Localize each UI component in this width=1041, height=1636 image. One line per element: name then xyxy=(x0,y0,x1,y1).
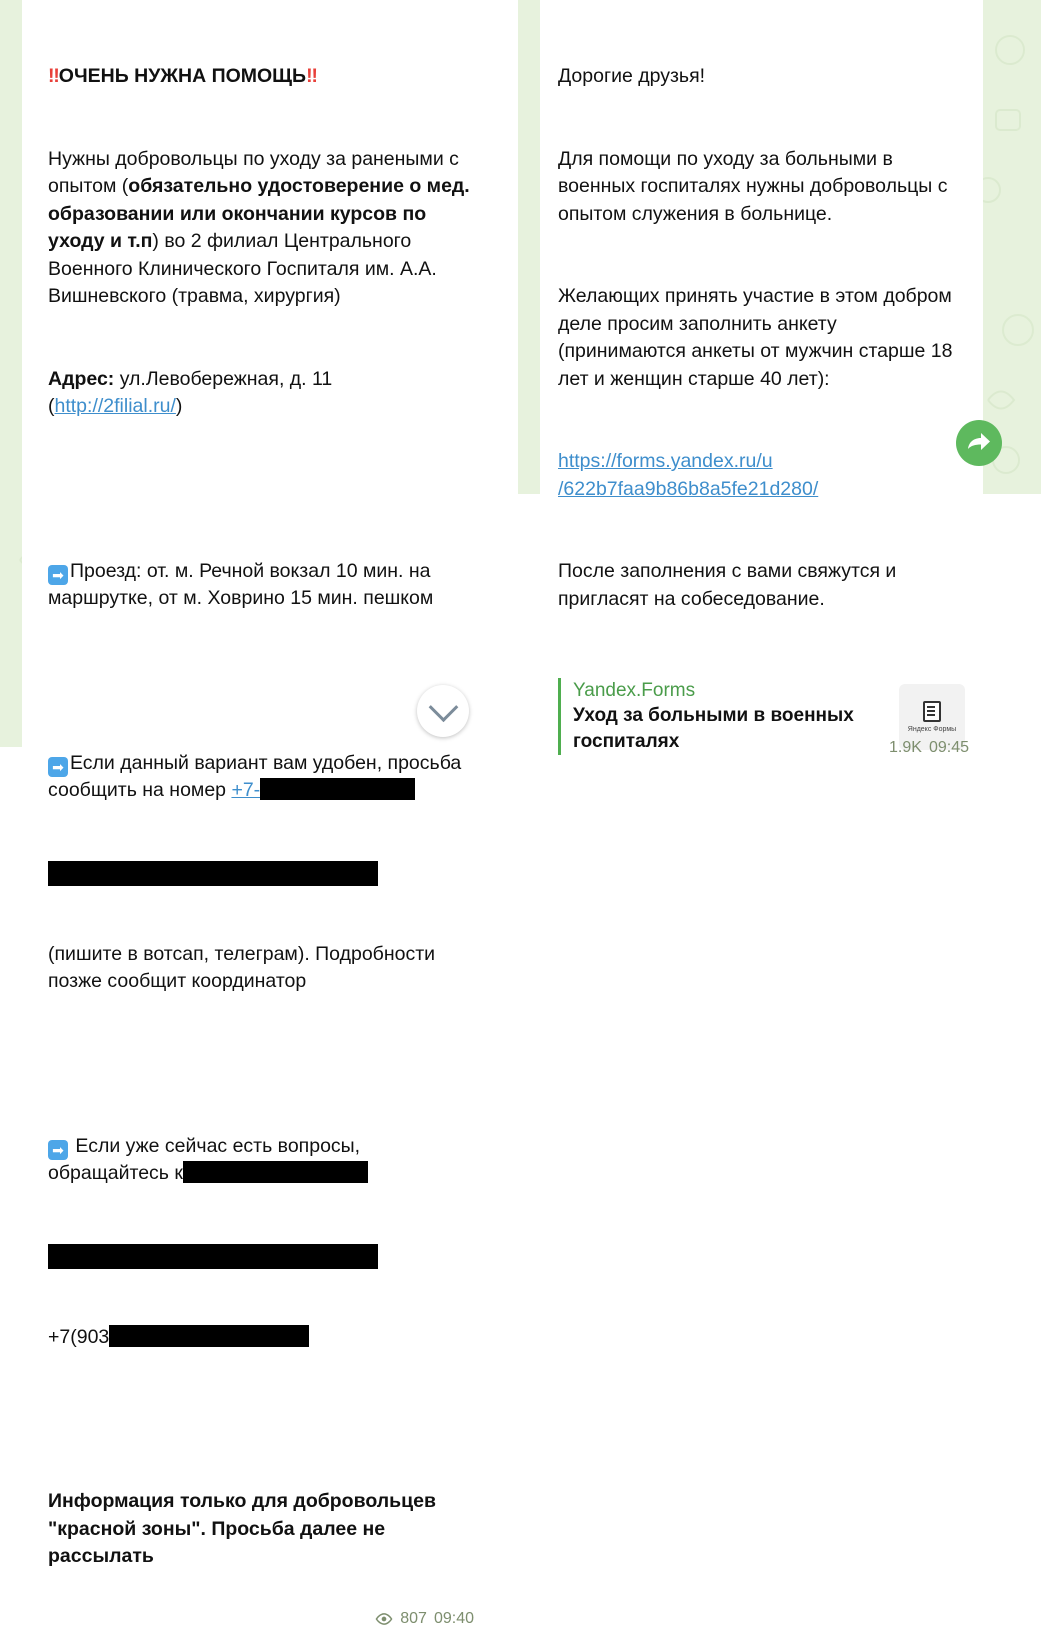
right-message-bubble[interactable] xyxy=(540,0,983,765)
left-footer-bold: Информация только для добровольцев "красной зоны". Просьба далее не рассылать xyxy=(48,1490,442,1567)
address-paren-close: ) xyxy=(175,395,183,417)
right-arrow-icon-2: ➡ xyxy=(48,757,68,777)
right-message-text xyxy=(558,8,967,668)
address-paren-open: ( xyxy=(48,395,55,417)
left-paragraph-2 xyxy=(48,558,472,613)
form-document-icon xyxy=(923,701,941,722)
left-p3-a: Если данный вариант вам удобен, просьба сообщить на номер xyxy=(48,751,467,801)
left-p1-bold: обязательно удостоверение о мед. образовании или окончании курсов по уходу и т.п xyxy=(48,175,476,252)
left-views-count: 807 xyxy=(400,1609,427,1627)
left-p3-b-line xyxy=(48,941,472,996)
left-message-time: 09:40 xyxy=(433,1609,474,1627)
chevron-down-icon xyxy=(428,692,458,722)
spacer-2 xyxy=(48,668,472,695)
left-message-meta xyxy=(375,1610,474,1628)
right-line-1: Дорогие друзья! xyxy=(558,65,706,87)
views-eye-icon xyxy=(375,1613,393,1625)
left-p4-phone: +7(903 xyxy=(48,1325,110,1348)
yandex-forms-link-line2[interactable]: /622b7faa9b86b8a5fe21d280/ xyxy=(558,477,819,500)
right-line-4: После заполнения с вами свяжутся и пригласят на собеседование. xyxy=(558,560,902,610)
yandex-forms-link-line1[interactable]: https://forms.yandex.ru/u xyxy=(558,450,773,472)
left-paragraph-4 xyxy=(48,1133,472,1188)
forward-arrow-icon xyxy=(966,432,992,454)
forward-button[interactable] xyxy=(956,420,1002,466)
left-paragraph-1 xyxy=(48,146,476,311)
left-message-text xyxy=(48,8,476,1626)
left-message-bubble[interactable] xyxy=(22,0,490,1636)
left-heading-line xyxy=(48,63,472,91)
address-link[interactable]: http://2filial.ru/ xyxy=(54,395,176,417)
link-preview-thumb-label: Яндекс Формы xyxy=(907,726,957,733)
redaction-bar-contact-2 xyxy=(48,1244,378,1269)
spacer-1 xyxy=(48,476,472,503)
link-preview-site: Yandex.Forms xyxy=(573,680,696,701)
redaction-bar-contact-1 xyxy=(183,1161,368,1183)
scroll-to-bottom-button[interactable] xyxy=(417,685,469,737)
link-preview-title: Уход за больными в военных госпиталях xyxy=(573,705,854,752)
right-chat-column xyxy=(518,0,1041,756)
left-p4-a: Если уже сейчас есть вопросы, обращайтесь к xyxy=(48,1134,366,1184)
right-form-link xyxy=(558,448,967,503)
right-views-count: 1.9K xyxy=(889,739,922,756)
right-message-meta xyxy=(882,739,969,757)
right-arrow-icon-1: ➡ xyxy=(48,565,68,585)
left-p1-a: Нужны добровольцы по уходу за ранеными с опытом ( xyxy=(48,147,465,197)
left-address-line xyxy=(48,366,472,421)
redaction-bar-contact-3 xyxy=(109,1325,309,1347)
phone-link-visible[interactable]: +7- xyxy=(231,779,261,801)
left-p2-text: Проезд: от. м. Речной вокзал 10 мин. на маршрутке, от м. Ховрино 15 мин. пешком xyxy=(48,559,436,609)
right-line-2: Для помощи по уходу за больными в военных госпиталях нужны добровольцы с опытом служения в больнице. xyxy=(558,147,953,225)
left-p3-b: (пишите в вотсап, телеграм). Подробности позже сообщит координатор xyxy=(48,942,441,992)
left-footer xyxy=(48,1488,472,1571)
spacer-4 xyxy=(48,1406,472,1433)
left-paragraph-3 xyxy=(48,750,472,805)
address-value: ул.Левобережная, д. 11 xyxy=(114,367,333,390)
left-p4-phone-line xyxy=(48,1324,472,1352)
double-exclamation-icon: ‼ xyxy=(48,65,59,87)
redaction-bar-phone-1 xyxy=(260,778,415,800)
right-line-3: Желающих принять участие в этом добром деле просим заполнить анкету (принимаются анкеты от мужчин старше 18 лет и женщин старше 40 лет): xyxy=(558,285,958,390)
spacer-3 xyxy=(48,1051,472,1078)
right-message-time: 09:45 xyxy=(928,739,969,756)
redaction-bar-phone-2 xyxy=(48,861,378,886)
left-heading: ОЧЕНЬ НУЖНА ПОМОЩЬ xyxy=(58,65,307,87)
right-arrow-icon-3: ➡ xyxy=(48,1140,68,1160)
address-label: Адрес: xyxy=(48,367,115,390)
left-chat-column xyxy=(0,0,490,1627)
double-exclamation-icon-2: ‼ xyxy=(306,65,317,87)
left-p1-b: ) во 2 филиал Центрального Военного Клинического Госпиталя им. А.А. Вишневского (травма, хирургия) xyxy=(48,230,443,307)
